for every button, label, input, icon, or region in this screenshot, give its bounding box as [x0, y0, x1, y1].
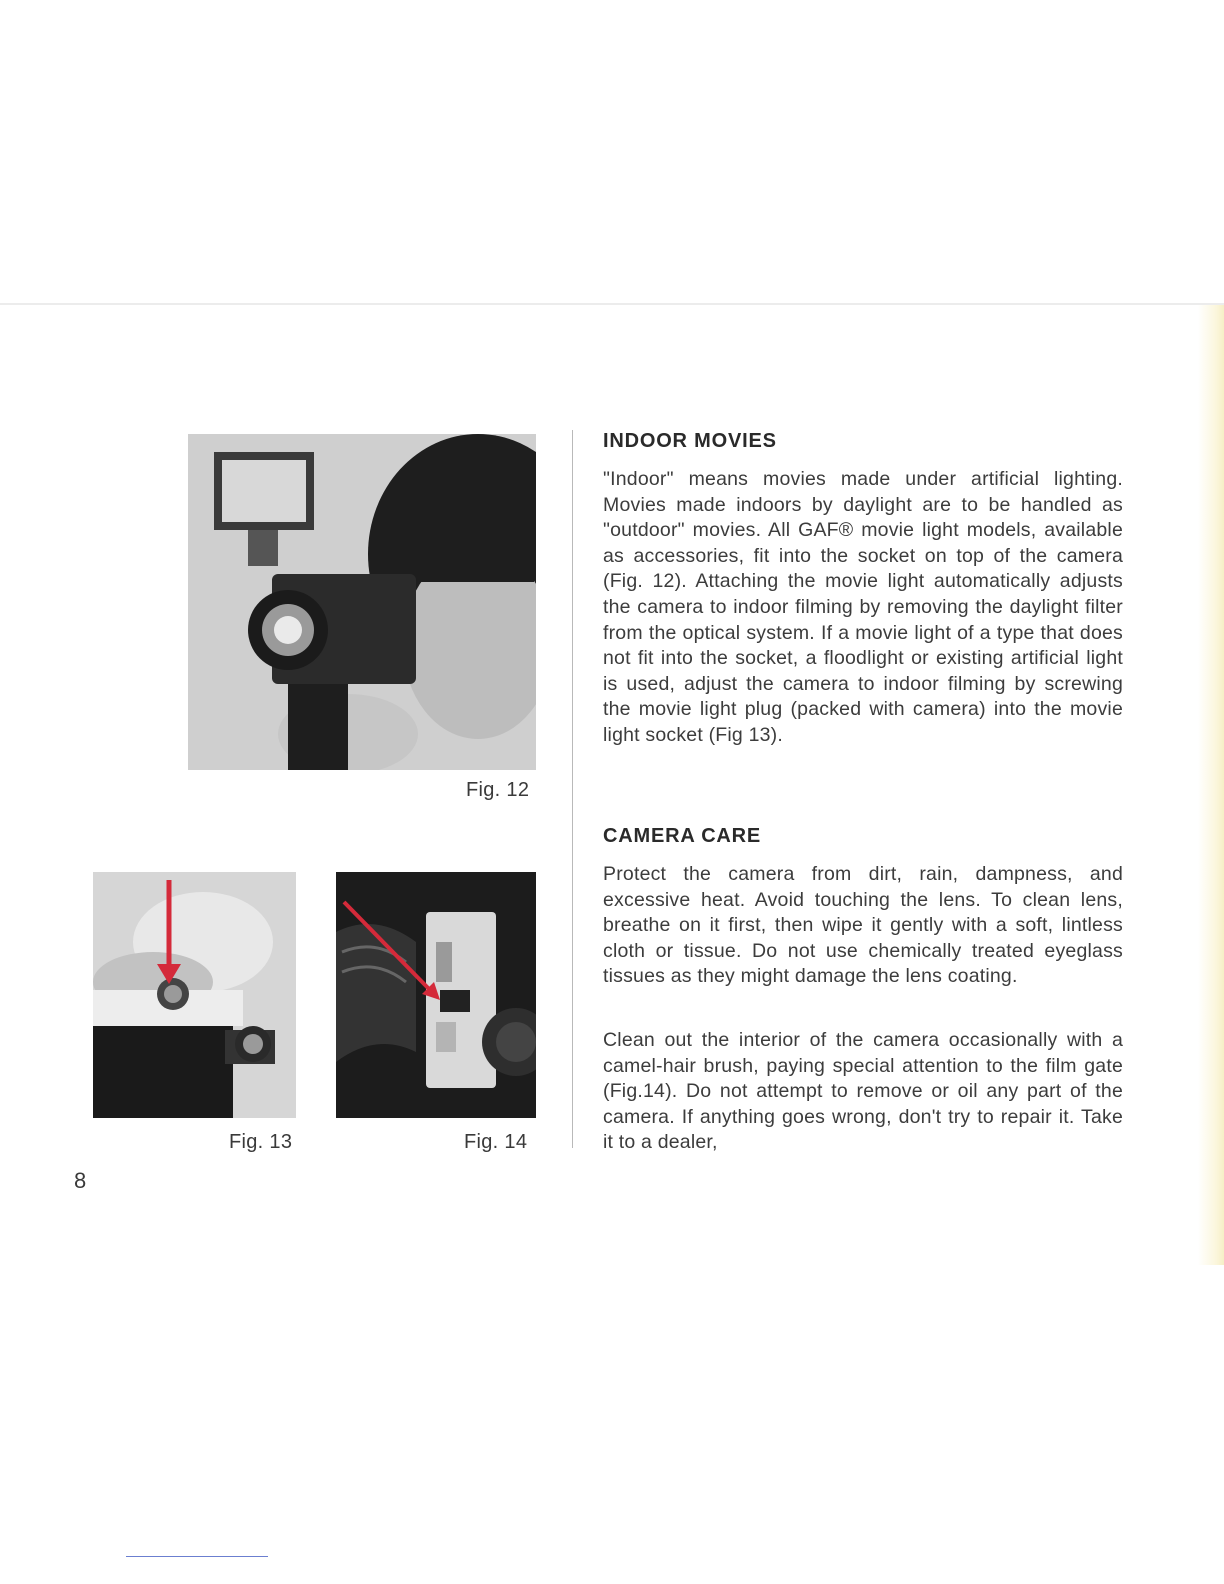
figure-14-caption: Fig. 14 — [464, 1131, 528, 1153]
scan-page-edge — [0, 303, 1224, 305]
indoor-movies-heading: INDOOR MOVIES — [603, 430, 777, 452]
camera-care-paragraph-1: Protect the camera from dirt, rain, dampness, and excessive heat. Avoid touching the lens. To clean lens, breathe on it first, then wipe it gently with a soft, lintless cloth or tissue. Do not use chemically treated eyeglass tissues as they might damage the lens coating. — [603, 863, 1123, 988]
woman-with-movie-camera-image — [188, 434, 536, 770]
figure-14-photo — [336, 872, 536, 1118]
figure-12-caption: Fig. 12 — [466, 779, 530, 801]
figure-13-caption: Fig. 13 — [229, 1131, 293, 1153]
figure-13-photo — [93, 872, 296, 1118]
column-divider — [572, 430, 573, 1148]
scan-artifact-line — [126, 1556, 268, 1557]
film-gate-image — [336, 872, 536, 1118]
figure-12-photo — [188, 434, 536, 770]
camera-care-heading: CAMERA CARE — [603, 825, 762, 847]
scan-right-edge-tint — [1198, 305, 1224, 1265]
indoor-movies-body: "Indoor" means movies made under artificial lighting. Movies made indoors by daylight are to be handled as "outdoor" movies. All GAF® movie light models, available as accessories, fit into the socket on top of the camera (Fig. 12). Attaching the movie light automatically adjusts the camera to indoor filming by removing the daylight filter from the optical system. If a movie light of a type that does not fit into the socket, a floodlight or existing artificial light is used, adjust the camera to indoor filming by screwing the movie light plug (packed with camera) into the movie light socket (Fig 13). — [603, 468, 1123, 746]
plug-into-socket-image — [93, 872, 296, 1118]
camera-care-paragraph-2: Clean out the interior of the camera occasionally with a camel-hair brush, paying special attention to the film gate (Fig.14). Do not attempt to remove or oil any part of the camera. If anything goes wrong, don't try to repair it. Take it to a dealer, — [603, 1029, 1123, 1154]
page-number: 8 — [74, 1168, 87, 1193]
